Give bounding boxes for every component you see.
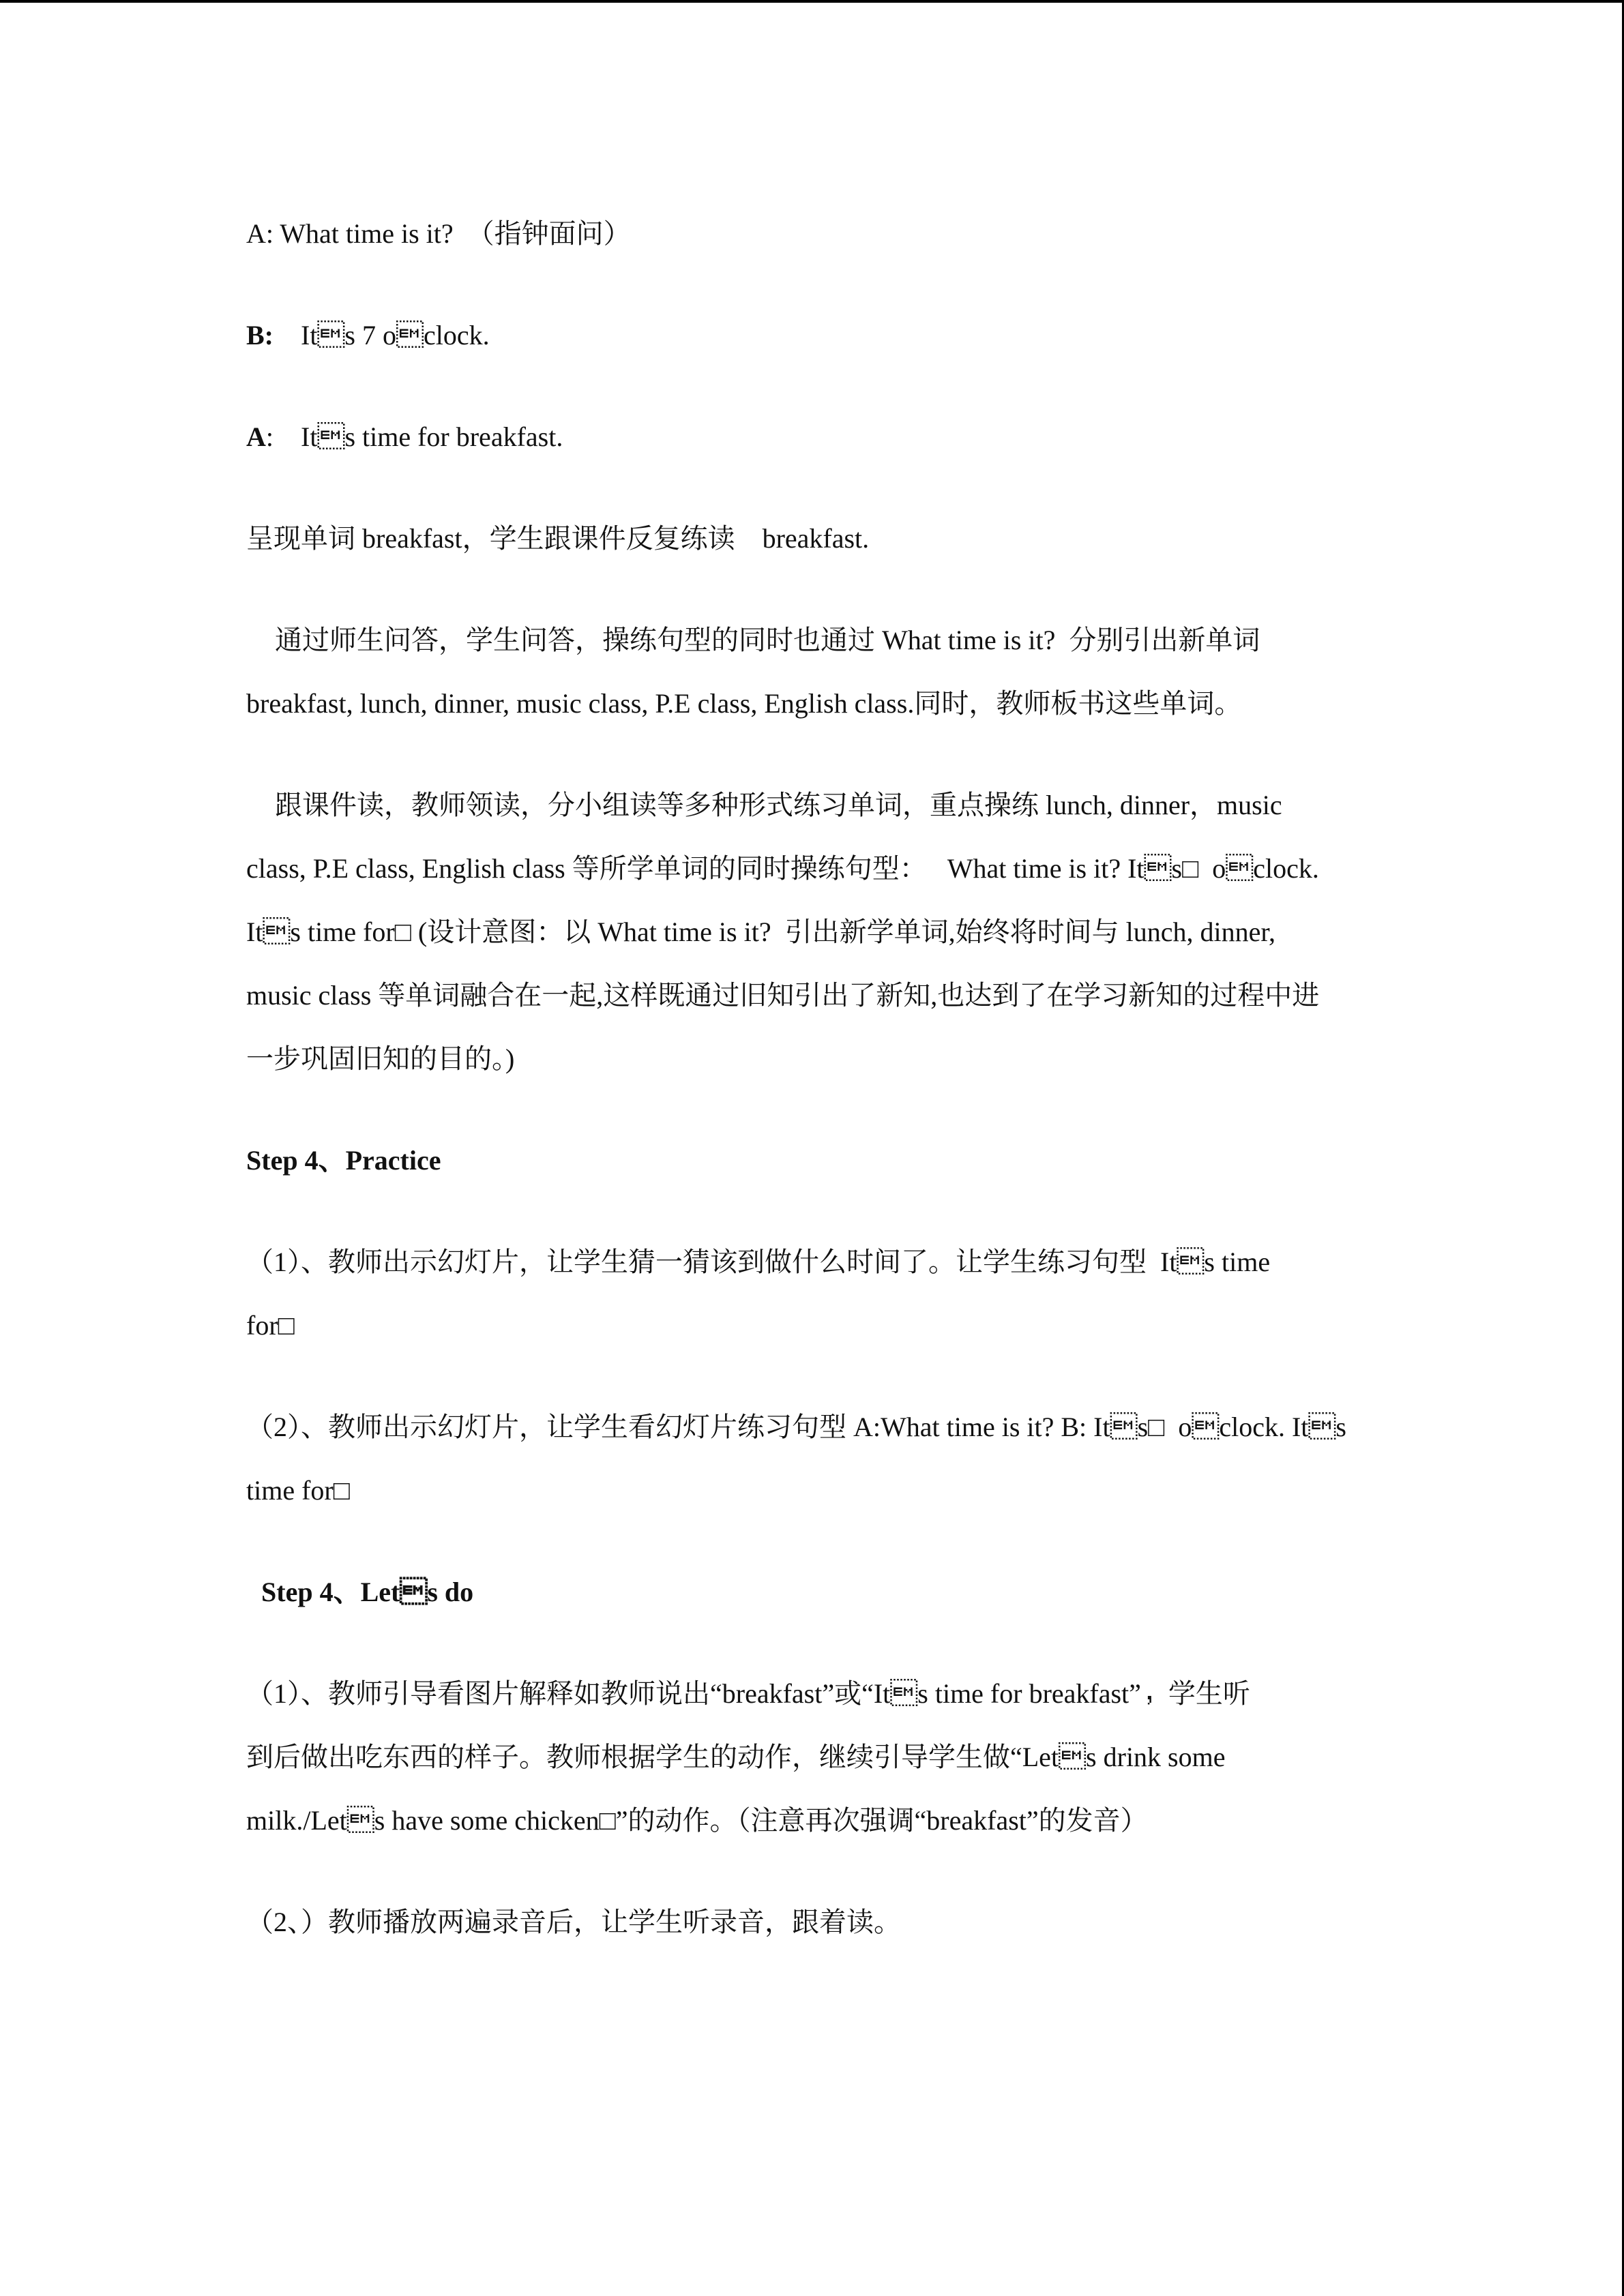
lets-do-item-1-line-2: 到后做出吃东西的样子。教师根据学生的动作，继续引导学生做“Lets drink some xyxy=(246,1742,1226,1772)
dialogue-line-a1: A: What time is it? （指钟面问） xyxy=(246,218,631,249)
paragraph-2-line-2: class, P.E class, English class 等所学单词的同时操练句型： What time is it? Its□ oclock. xyxy=(246,853,1319,884)
dialogue-line-a2 xyxy=(246,405,1392,468)
lets-do-item-1-line-1: （1）、教师引导看图片解释如教师说出“breakfast”或“Its time for breakfast”，学生听 xyxy=(246,1678,1250,1709)
lets-do-item-1-line-3: milk./Lets have some chicken□”的动作。（注意再次强调“breakfast”的发音） xyxy=(246,1805,1148,1836)
paragraph-2-line-1: 跟课件读，教师领读，分小组读等多种形式练习单词，重点操练 lunch, dinner，music xyxy=(275,790,1282,820)
lets-do-item-2: （2、）教师播放两遍录音后，让学生听录音，跟着读。 xyxy=(246,1907,901,1937)
practice-item-1-line-1: （1）、教师出示幻灯片，让学生猜一猜该到做什么时间了。让学生练习句型 Its time xyxy=(246,1247,1271,1277)
document-body xyxy=(246,202,1392,1954)
dialogue-text-a2: : Its time for breakfast. xyxy=(265,421,563,452)
practice-item-2-line-2: time for□ xyxy=(246,1475,350,1506)
speaker-label-a: A xyxy=(246,421,266,452)
paragraph-2-line-4: music class 等单词融合在一起,这样既通过旧知引出了新知,也达到了在学习新知的过程中进 xyxy=(246,980,1320,1011)
dialogue-line-b xyxy=(246,303,1392,367)
step-4-lets-do-heading: Step 4、Lets do xyxy=(261,1577,474,1607)
step-4-practice-heading: Step 4、Practice xyxy=(246,1145,441,1176)
speaker-label-b: B: xyxy=(246,320,274,351)
page-border-top xyxy=(0,0,1624,3)
dialogue-text-b: Its 7 oclock. xyxy=(274,320,490,351)
paragraph-1-line-2: breakfast, lunch, dinner, music class, P.E class, English class.同时，教师板书这些单词。 xyxy=(246,688,1242,719)
word-presentation-line: 呈现单词 breakfast，学生跟课件反复练读 breakfast. xyxy=(246,523,870,554)
practice-item-2-line-1: （2）、教师出示幻灯片，让学生看幻灯片练习句型 A:What time is it? B: Its□ oclock. Its xyxy=(246,1412,1346,1442)
paragraph-2-line-5: 一步巩固旧知的目的。) xyxy=(246,1043,515,1074)
paragraph-1-line-1: 通过师生问答，学生问答，操练句型的同时也通过 What time is it? 分别引出新单词 xyxy=(275,625,1260,655)
practice-item-1-line-2: for□ xyxy=(246,1310,295,1341)
paragraph-2-line-3: Its time for□ (设计意图：以 What time is it? 引出新学单词,始终将时间与 lunch, dinner, xyxy=(246,916,1276,947)
